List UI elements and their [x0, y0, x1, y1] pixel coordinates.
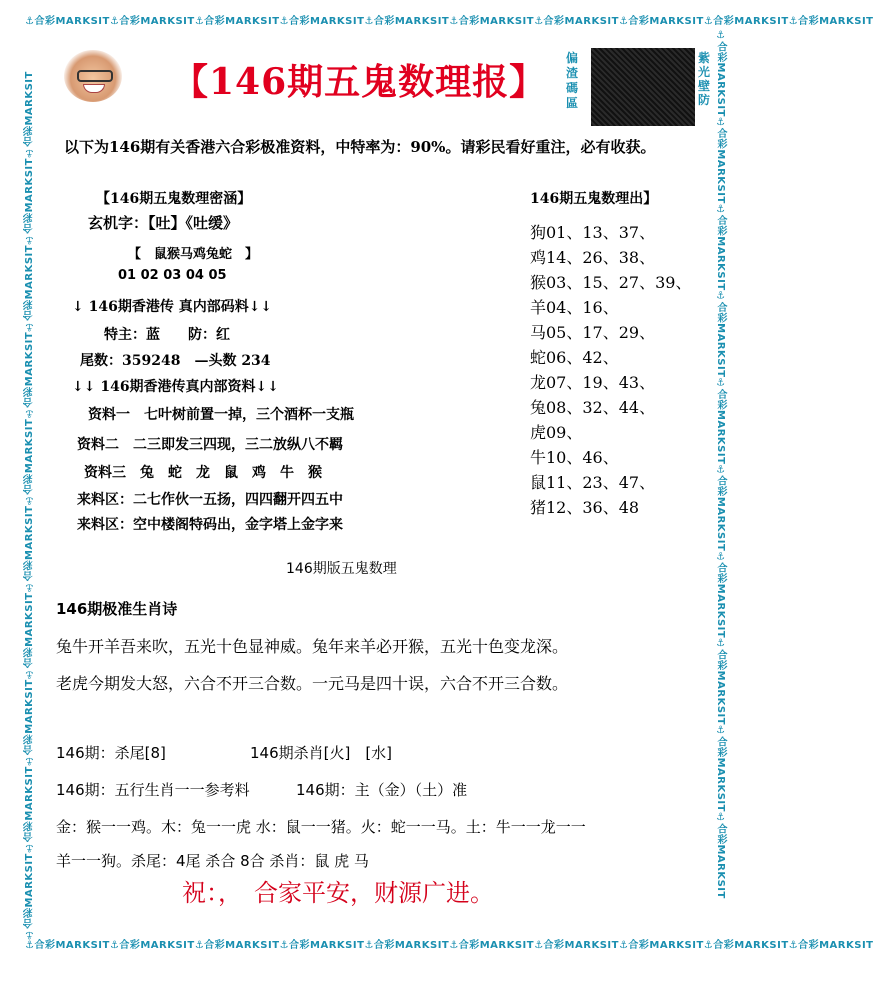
ziliao-2: 资料二 二三即发三四现，三二放纵八不羁 — [77, 437, 343, 453]
zodiac-row: 鼠11、23、47、 — [530, 473, 656, 492]
zodiac-row: 蛇06、42、 — [530, 348, 619, 367]
laiqu-2: 来料区：空中楼阁特码出，金字塔上金字来 — [77, 517, 343, 533]
ziliao-3: 资料三 兔 蛇 龙 鼠 鸡 牛 猴 — [84, 465, 322, 481]
number-group: 01 02 03 04 05 — [118, 268, 227, 283]
wuxing-title: 146期：五行生肖一一参考料 — [56, 781, 250, 799]
xuanji-text: 玄机字：【吐】《吐缓》 — [88, 214, 239, 232]
section-ziliao-title: ↓↓ 146期香港传真内部资料↓↓ — [72, 379, 280, 395]
mouth-shape — [83, 84, 105, 93]
glasses-shape — [77, 70, 113, 82]
page-title: 【146期五鬼数理报】 — [172, 61, 547, 103]
right-column-title: 146期五鬼数理出】 — [530, 191, 658, 207]
section-mihan-title: 【146期五鬼数理密涵】 — [96, 191, 252, 207]
zodiac-row: 虎09、 — [530, 423, 583, 442]
shawei-text: 146期：杀尾[8] — [56, 744, 166, 762]
zodiac-row: 龙07、19、43、 — [530, 373, 656, 392]
zodiac-row: 羊04、16、 — [530, 298, 619, 317]
stamp-left: 偏渣碼區 — [566, 51, 579, 110]
ziliao-1: 资料一 七叶树前置一掉，三个酒杯一支瓶 — [88, 407, 354, 423]
poem-line-2: 老虎今期发大怒，六合不开三合数。一元马是四十误，六合不开三合数。 — [56, 674, 569, 693]
laiqu-1: 来料区：二七作伙一五扬，四四翻开四五中 — [77, 492, 343, 508]
zodiac-row: 马05、17、29、 — [530, 323, 656, 342]
shaxiao-text: 146期杀肖[火] [水] — [250, 744, 393, 762]
qr-code-image — [591, 48, 695, 126]
bottom-border-watermark: ⚓合彩MARKSIT⚓合彩MARKSIT⚓合彩MARKSIT⚓合彩MARKSIT⚓合彩MARKSIT⚓合彩MARKSIT⚓合彩MARKSIT⚓合彩MARKSIT⚓合彩MARKSIT⚓合彩MARKSIT — [25, 940, 874, 951]
zodiac-row: 兔08、32、44、 — [530, 398, 656, 417]
top-border-watermark: ⚓合彩MARKSIT⚓合彩MARKSIT⚓合彩MARKSIT⚓合彩MARKSIT⚓合彩MARKSIT⚓合彩MARKSIT⚓合彩MARKSIT⚓合彩MARKSIT⚓合彩MARKSIT⚓合彩MARKSIT — [25, 16, 874, 27]
zodiac-row: 猪12、36、48 — [530, 498, 640, 517]
tezhu-text: 特主：蓝 防：红 — [104, 327, 230, 343]
zodiac-row: 牛10、46、 — [530, 448, 619, 467]
poem-title: 146期极准生肖诗 — [56, 600, 178, 618]
zodiac-row: 猴03、15、27、39、 — [530, 273, 692, 292]
subtitle: 146期版五鬼数理 — [286, 561, 397, 577]
poem-line-1: 兔牛开羊吾来吹，五光十色显神威。兔年来羊必开猴，五光十色变龙深。 — [56, 637, 569, 656]
stamp-right: 紫光壁防 — [698, 51, 711, 107]
left-border-watermark: ⚓合彩MARKSIT⚓合彩MARKSIT⚓合彩MARKSIT⚓合彩MARKSIT⚓合彩MARKSIT⚓合彩MARKSIT⚓合彩MARKSIT⚓合彩MARKSIT⚓合彩MARKSIT⚓合彩MARKSIT — [24, 71, 35, 940]
zodiac-group: 【 鼠猴马鸡兔蛇 】 — [128, 247, 259, 262]
wuxing-main: 146期：主（金）（土）准 — [296, 781, 468, 799]
right-border-watermark: ⚓合彩MARKSIT⚓合彩MARKSIT⚓合彩MARKSIT⚓合彩MARKSIT⚓合彩MARKSIT⚓合彩MARKSIT⚓合彩MARKSIT⚓合彩MARKSIT⚓合彩MARKSIT⚓合彩MARKSIT — [715, 30, 726, 899]
section-maliao-title: ↓ 146期香港传 真内部码料↓↓ — [72, 299, 273, 315]
wuxing-line-1: 金：猴一一鸡。木：兔一一虎 水：鼠一一猪。火：蛇一一马。土：牛一一龙一一 — [56, 818, 586, 836]
wuxing-line-2: 羊一一狗。杀尾：4尾 杀合 8合 杀肖：鼠 虎 马 — [56, 852, 369, 870]
zodiac-row: 狗01、13、37、 — [530, 223, 656, 242]
weishu-text: 尾数：359248 —头数 234 — [80, 353, 271, 369]
zodiac-row: 鸡14、26、38、 — [530, 248, 656, 267]
blessing-text: 祝：， 合家平安，财源广进。 — [182, 879, 494, 907]
intro-text: 以下为146期有关香港六合彩极准资料，中特率为：90%。请彩民看好重注，必有收获。 — [64, 138, 656, 156]
avatar — [64, 50, 122, 102]
